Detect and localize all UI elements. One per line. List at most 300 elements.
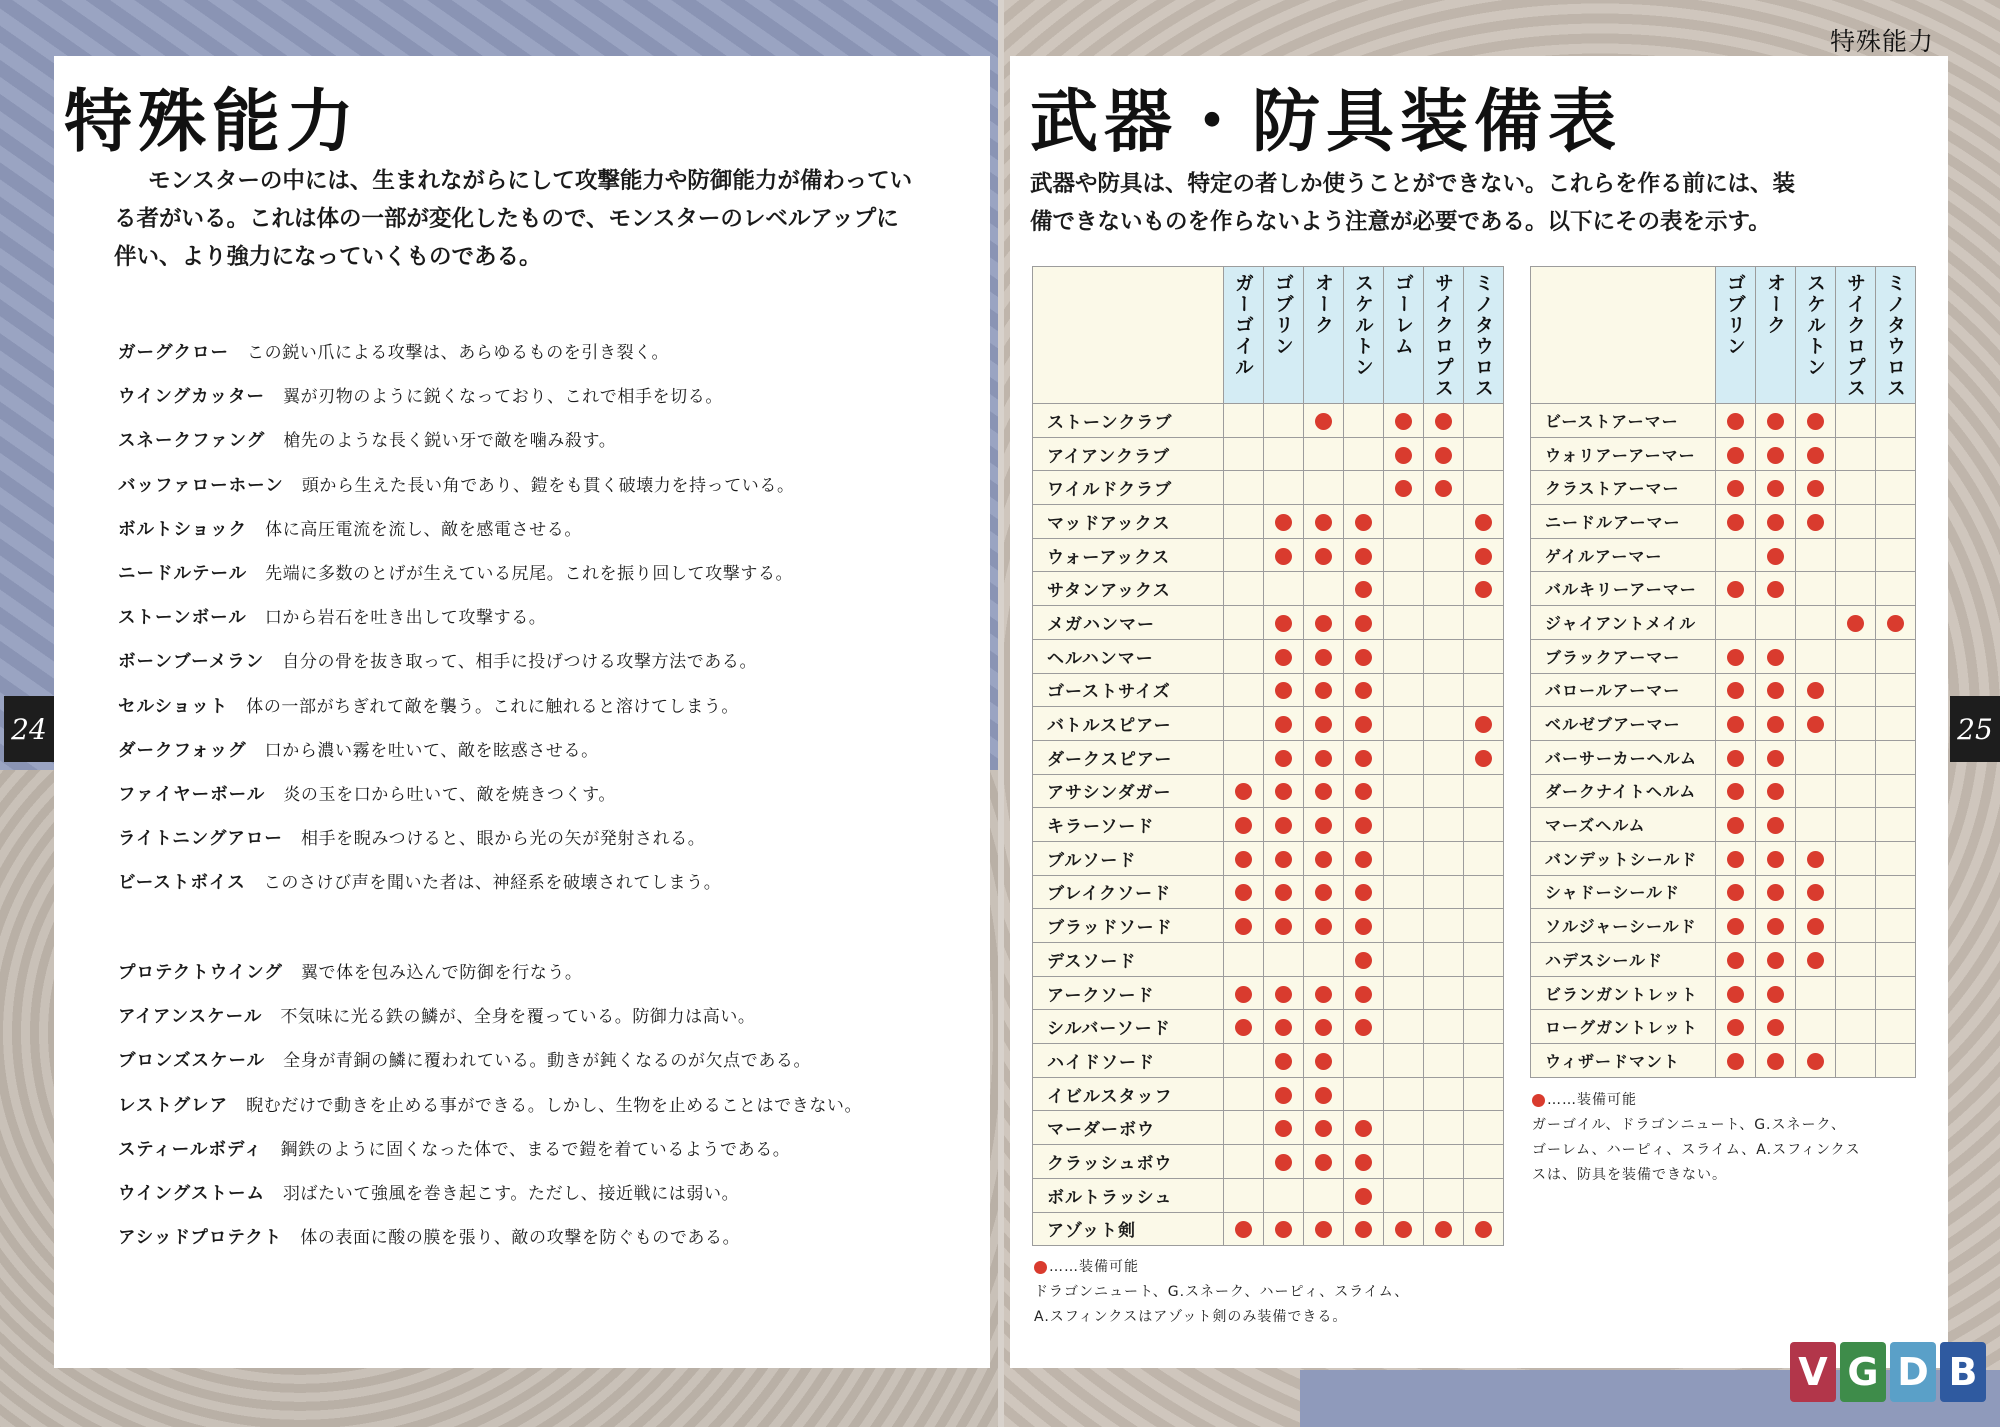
equip-cell — [1464, 1044, 1504, 1078]
equip-cell — [1344, 1111, 1384, 1145]
equip-cell — [1224, 606, 1264, 640]
ability-row — [118, 1179, 739, 1205]
item-name: ウォーアックス — [1033, 538, 1224, 572]
watermark-logo-v: V — [1790, 1342, 1836, 1402]
equip-mark-icon — [1807, 514, 1824, 531]
equip-cell — [1716, 572, 1756, 606]
ability-row — [118, 824, 705, 850]
equip-mark-icon — [1767, 1019, 1784, 1036]
equip-cell — [1464, 1111, 1504, 1145]
equip-mark-icon — [1315, 1053, 1332, 1070]
table-row — [1033, 1145, 1504, 1179]
item-name: ワイルドクラブ — [1033, 471, 1224, 505]
equip-cell — [1344, 976, 1384, 1010]
equip-cell — [1464, 1010, 1504, 1044]
equip-mark-icon — [1767, 750, 1784, 767]
equip-mark-icon — [1315, 548, 1332, 565]
ability-description: 鋼鉄のように固くなった体で、まるで鎧を着ているようである。 — [280, 1139, 791, 1160]
table-row — [1033, 437, 1504, 471]
equip-mark-icon — [1235, 1221, 1252, 1238]
ability-description: 相手を睨みつけると、眼から光の矢が発射される。 — [300, 829, 706, 850]
equip-cell — [1264, 774, 1304, 808]
equip-cell — [1384, 1178, 1424, 1212]
table-row — [1531, 538, 1916, 572]
equip-cell — [1264, 976, 1304, 1010]
equip-cell — [1264, 808, 1304, 842]
equip-cell — [1344, 1010, 1384, 1044]
equip-cell — [1836, 606, 1876, 640]
equip-mark-icon — [1767, 413, 1784, 430]
equip-cell — [1224, 538, 1264, 572]
item-name: ブルソード — [1033, 841, 1224, 875]
equip-cell — [1796, 437, 1836, 471]
page-number-left: 24 — [4, 696, 54, 762]
equip-cell — [1224, 1145, 1264, 1179]
column-header-label: ゴーレム — [1392, 273, 1414, 357]
column-header — [1876, 267, 1916, 404]
equip-cell — [1344, 606, 1384, 640]
equip-cell — [1424, 673, 1464, 707]
equip-mark-icon — [1315, 750, 1332, 767]
equip-mark-icon — [1395, 413, 1412, 430]
equip-cell — [1716, 437, 1756, 471]
equip-cell — [1756, 943, 1796, 977]
equip-cell — [1344, 909, 1384, 943]
table-row — [1033, 1212, 1504, 1246]
equip-mark-icon — [1275, 1053, 1292, 1070]
equip-cell — [1424, 437, 1464, 471]
equip-cell — [1716, 808, 1756, 842]
equip-cell — [1264, 1111, 1304, 1145]
equip-cell — [1384, 707, 1424, 741]
equip-cell — [1344, 437, 1384, 471]
item-name: アサシンダガー — [1033, 774, 1224, 808]
equip-cell — [1264, 740, 1304, 774]
equip-mark-icon — [1807, 413, 1824, 430]
table-row — [1033, 1111, 1504, 1145]
equip-cell — [1304, 808, 1344, 842]
equip-mark-icon — [1475, 1221, 1492, 1238]
item-name: アゾット剣 — [1033, 1212, 1224, 1246]
equip-mark-icon — [1275, 817, 1292, 834]
equip-cell — [1224, 943, 1264, 977]
equip-cell — [1384, 841, 1424, 875]
equip-mark-icon — [1475, 548, 1492, 565]
equip-cell — [1264, 471, 1304, 505]
equip-cell — [1876, 875, 1916, 909]
equip-mark-icon — [1315, 783, 1332, 800]
equip-mark-icon — [1275, 1120, 1292, 1137]
equip-cell — [1796, 943, 1836, 977]
equip-mark-icon — [1355, 1154, 1372, 1171]
equip-cell — [1424, 943, 1464, 977]
ability-row — [118, 338, 669, 364]
equip-cell — [1796, 808, 1836, 842]
item-name: ローグガントレット — [1531, 1010, 1716, 1044]
equip-cell — [1464, 1178, 1504, 1212]
equip-mark-icon — [1315, 851, 1332, 868]
equip-mark-icon — [1727, 918, 1744, 935]
column-header-label: サイクロプス — [1432, 273, 1454, 399]
table-row — [1531, 841, 1916, 875]
note-line: スは、防具を装備できない。 — [1532, 1167, 1727, 1183]
equip-cell — [1424, 707, 1464, 741]
equip-mark-icon — [1355, 514, 1372, 531]
equip-cell — [1796, 606, 1836, 640]
equip-cell — [1224, 404, 1264, 438]
equip-cell — [1876, 774, 1916, 808]
equip-mark-icon — [1727, 716, 1744, 733]
page-number-right: 25 — [1950, 696, 2000, 762]
equip-cell — [1304, 1010, 1344, 1044]
equip-mark-icon — [1475, 581, 1492, 598]
equip-mark-icon — [1275, 1221, 1292, 1238]
legend-mark-icon — [1532, 1094, 1545, 1107]
equip-cell — [1224, 808, 1264, 842]
item-name: メガハンマー — [1033, 606, 1224, 640]
equip-cell — [1796, 505, 1836, 539]
table-row — [1033, 404, 1504, 438]
equip-cell — [1876, 909, 1916, 943]
equip-cell — [1424, 774, 1464, 808]
equip-cell — [1876, 471, 1916, 505]
equip-cell — [1224, 976, 1264, 1010]
equip-cell — [1716, 740, 1756, 774]
equip-mark-icon — [1807, 716, 1824, 733]
equip-mark-icon — [1767, 514, 1784, 531]
equip-cell — [1716, 1044, 1756, 1078]
equip-cell — [1304, 976, 1344, 1010]
equip-cell — [1304, 875, 1344, 909]
equip-mark-icon — [1847, 615, 1864, 632]
ability-name: スティールボディ — [118, 1139, 263, 1160]
equip-cell — [1424, 505, 1464, 539]
ability-description: 羽ばたいて強風を巻き起こす。ただし、接近戦には弱い。 — [282, 1184, 740, 1204]
equip-cell — [1464, 505, 1504, 539]
equip-cell — [1464, 808, 1504, 842]
equip-mark-icon — [1355, 817, 1372, 834]
equip-cell — [1384, 505, 1424, 539]
equip-cell — [1836, 471, 1876, 505]
equip-cell — [1756, 976, 1796, 1010]
equip-cell — [1464, 909, 1504, 943]
column-header — [1796, 267, 1836, 404]
equip-cell — [1224, 1178, 1264, 1212]
equip-cell — [1264, 505, 1304, 539]
equip-mark-icon — [1767, 548, 1784, 565]
equip-mark-icon — [1235, 884, 1252, 901]
equip-mark-icon — [1235, 851, 1252, 868]
equip-cell — [1756, 673, 1796, 707]
equip-cell — [1756, 404, 1796, 438]
equip-cell — [1836, 538, 1876, 572]
equip-mark-icon — [1475, 750, 1492, 767]
equip-cell — [1836, 740, 1876, 774]
table-row — [1033, 673, 1504, 707]
equip-cell — [1716, 774, 1756, 808]
equip-mark-icon — [1315, 817, 1332, 834]
equip-cell — [1384, 639, 1424, 673]
equip-cell — [1424, 909, 1464, 943]
equip-mark-icon — [1315, 413, 1332, 430]
equip-cell — [1836, 875, 1876, 909]
equip-cell — [1224, 774, 1264, 808]
equip-mark-icon — [1727, 682, 1744, 699]
equip-cell — [1344, 1145, 1384, 1179]
equip-mark-icon — [1435, 413, 1452, 430]
equip-mark-icon — [1767, 1053, 1784, 1070]
ability-row — [118, 692, 739, 718]
watermark-logo-d: D — [1890, 1342, 1936, 1402]
weapon-equip-table — [1032, 266, 1504, 1246]
equip-cell — [1384, 909, 1424, 943]
table-row — [1531, 740, 1916, 774]
equip-cell — [1756, 437, 1796, 471]
equip-cell — [1304, 1111, 1344, 1145]
item-name: ボルトラッシュ — [1033, 1178, 1224, 1212]
table-row — [1033, 505, 1504, 539]
table-row — [1531, 639, 1916, 673]
column-header — [1756, 267, 1796, 404]
item-name: バルキリーアーマー — [1531, 572, 1716, 606]
column-header — [1836, 267, 1876, 404]
equip-mark-icon — [1767, 716, 1784, 733]
equip-mark-icon — [1355, 851, 1372, 868]
equip-cell — [1424, 1111, 1464, 1145]
ability-description: 翼で体を包み込んで防御を行なう。 — [300, 963, 583, 983]
equip-cell — [1756, 740, 1796, 774]
equip-cell — [1756, 505, 1796, 539]
equip-cell — [1836, 505, 1876, 539]
equip-cell — [1716, 606, 1756, 640]
equip-cell — [1224, 673, 1264, 707]
ability-name: ストーンボール — [118, 608, 247, 629]
equip-cell — [1304, 437, 1344, 471]
equip-cell — [1304, 1178, 1344, 1212]
equip-cell — [1716, 841, 1756, 875]
equip-cell — [1384, 1010, 1424, 1044]
equip-mark-icon — [1395, 1221, 1412, 1238]
equip-cell — [1264, 404, 1304, 438]
equip-mark-icon — [1315, 615, 1332, 632]
note-line: ガーゴイル、ドラゴンニュート、G.スネーク、 — [1532, 1117, 1846, 1133]
equip-mark-icon — [1355, 649, 1372, 666]
equip-cell — [1464, 1145, 1504, 1179]
equip-cell — [1264, 943, 1304, 977]
table-row — [1033, 707, 1504, 741]
equip-cell — [1464, 538, 1504, 572]
item-name: クラッシュボウ — [1033, 1145, 1224, 1179]
equip-mark-icon — [1315, 1120, 1332, 1137]
intro-line: 武器や防具は、特定の者しか使うことができない。これらを作る前には、装 — [1030, 171, 1796, 197]
equip-cell — [1304, 1145, 1344, 1179]
equip-cell — [1224, 1212, 1264, 1246]
equip-mark-icon — [1727, 581, 1744, 598]
equip-cell — [1304, 841, 1344, 875]
ability-row — [118, 1135, 790, 1161]
equip-cell — [1264, 606, 1304, 640]
equip-cell — [1796, 1044, 1836, 1078]
equip-mark-icon — [1355, 986, 1372, 1003]
equip-cell — [1756, 606, 1796, 640]
equip-mark-icon — [1807, 1053, 1824, 1070]
equip-cell — [1304, 572, 1344, 606]
ability-description: 自分の骨を抜き取って、相手に投げつける攻撃方法である。 — [282, 652, 758, 673]
ability-row — [118, 382, 723, 408]
table-row — [1531, 976, 1916, 1010]
equip-cell — [1756, 841, 1796, 875]
equip-mark-icon — [1727, 1053, 1744, 1070]
equip-cell — [1756, 572, 1796, 606]
table-row — [1033, 1010, 1504, 1044]
equip-mark-icon — [1355, 1188, 1372, 1205]
table-row — [1531, 707, 1916, 741]
table-row — [1033, 538, 1504, 572]
equip-cell — [1224, 1010, 1264, 1044]
equip-cell — [1224, 1111, 1264, 1145]
ability-name: ウイングカッター — [118, 387, 265, 408]
equip-mark-icon — [1275, 1019, 1292, 1036]
equip-mark-icon — [1315, 514, 1332, 531]
equip-mark-icon — [1727, 884, 1744, 901]
equip-cell — [1424, 1178, 1464, 1212]
item-name: デスソード — [1033, 943, 1224, 977]
item-name: アークソード — [1033, 976, 1224, 1010]
equip-mark-icon — [1767, 884, 1784, 901]
ability-row — [118, 1223, 740, 1249]
equip-cell — [1464, 606, 1504, 640]
equip-cell — [1876, 404, 1916, 438]
item-name: マーズヘルム — [1531, 808, 1716, 842]
table-row — [1033, 1178, 1504, 1212]
item-name: シャドーシールド — [1531, 875, 1716, 909]
equip-mark-icon — [1355, 682, 1372, 699]
equip-cell — [1264, 1178, 1304, 1212]
table-row — [1531, 1044, 1916, 1078]
equip-cell — [1424, 875, 1464, 909]
equip-mark-icon — [1315, 1154, 1332, 1171]
equip-cell — [1716, 875, 1756, 909]
item-name: マッドアックス — [1033, 505, 1224, 539]
equip-cell — [1424, 1212, 1464, 1246]
equip-cell — [1424, 808, 1464, 842]
item-name: ハイドソード — [1033, 1044, 1224, 1078]
ability-name: ダークフォッグ — [118, 740, 247, 761]
equip-mark-icon — [1767, 447, 1784, 464]
column-header — [1716, 267, 1756, 404]
ability-description: 口から岩石を吐き出して攻撃する。 — [264, 608, 547, 629]
equip-cell — [1876, 639, 1916, 673]
equip-cell — [1344, 1212, 1384, 1246]
equip-mark-icon — [1727, 986, 1744, 1003]
table-row — [1033, 639, 1504, 673]
equip-cell — [1224, 572, 1264, 606]
table-row — [1531, 875, 1916, 909]
equip-mark-icon — [1767, 649, 1784, 666]
equip-cell — [1344, 639, 1384, 673]
equip-mark-icon — [1275, 716, 1292, 733]
equip-cell — [1424, 538, 1464, 572]
equip-cell — [1424, 740, 1464, 774]
item-name: ダークスピアー — [1033, 740, 1224, 774]
ability-description: 炎の玉を口から吐いて、敵を焼きつくす。 — [283, 785, 617, 805]
equip-cell — [1464, 673, 1504, 707]
equip-cell — [1836, 909, 1876, 943]
ability-row — [118, 868, 721, 894]
item-name: ソルジャーシールド — [1531, 909, 1716, 943]
equip-mark-icon — [1275, 750, 1292, 767]
equip-mark-icon — [1235, 1019, 1252, 1036]
legend-mark-icon — [1034, 1261, 1047, 1274]
book-spine — [998, 0, 1004, 1427]
item-name: ブラッドソード — [1033, 909, 1224, 943]
ability-name: スネークファング — [118, 431, 266, 452]
equip-mark-icon — [1235, 817, 1252, 834]
equip-cell — [1836, 976, 1876, 1010]
equip-cell — [1424, 572, 1464, 606]
ability-name: ファイヤーボール — [118, 785, 266, 805]
equip-cell — [1304, 639, 1344, 673]
equip-mark-icon — [1315, 716, 1332, 733]
equip-cell — [1464, 639, 1504, 673]
equip-mark-icon — [1767, 918, 1784, 935]
ability-row — [118, 603, 546, 629]
equip-cell — [1264, 437, 1304, 471]
equip-cell — [1344, 1178, 1384, 1212]
equip-cell — [1796, 673, 1836, 707]
ability-row — [118, 1002, 756, 1028]
equip-cell — [1384, 404, 1424, 438]
equip-cell — [1836, 943, 1876, 977]
equip-cell — [1384, 774, 1424, 808]
equip-mark-icon — [1727, 413, 1744, 430]
equip-cell — [1384, 1212, 1424, 1246]
equip-cell — [1264, 875, 1304, 909]
equip-cell — [1796, 538, 1836, 572]
equip-cell — [1304, 1077, 1344, 1111]
equip-cell — [1796, 740, 1836, 774]
equip-mark-icon — [1807, 918, 1824, 935]
item-name: キラーソード — [1033, 808, 1224, 842]
ability-description: この鋭い爪による攻撃は、あらゆるものを引き裂く。 — [247, 343, 670, 363]
equip-mark-icon — [1275, 548, 1292, 565]
intro-paragraph-left — [114, 162, 964, 276]
table-row — [1033, 1044, 1504, 1078]
equip-cell — [1384, 1077, 1424, 1111]
ability-row — [118, 515, 582, 541]
column-header — [1464, 267, 1504, 404]
equip-cell — [1716, 943, 1756, 977]
ability-description: 睨むだけで動きを止める事ができる。しかし、生物を止めることはできない。 — [246, 1095, 863, 1116]
equip-cell — [1464, 875, 1504, 909]
equip-mark-icon — [1767, 581, 1784, 598]
equip-cell — [1264, 673, 1304, 707]
item-name: ニードルアーマー — [1531, 505, 1716, 539]
equip-cell — [1836, 841, 1876, 875]
equip-cell — [1796, 471, 1836, 505]
equip-mark-icon — [1435, 447, 1452, 464]
item-name: ウォリアーアーマー — [1531, 437, 1716, 471]
ability-row — [118, 647, 757, 673]
table-row — [1531, 606, 1916, 640]
intro-line: 備できないものを作らないよう注意が必要である。以下にその表を示す。 — [1030, 209, 1771, 235]
equip-cell — [1464, 774, 1504, 808]
item-name: ストーンクラブ — [1033, 404, 1224, 438]
equip-cell — [1464, 976, 1504, 1010]
equip-cell — [1384, 471, 1424, 505]
equip-cell — [1304, 774, 1344, 808]
ability-name: アシッドプロテクト — [118, 1228, 283, 1249]
